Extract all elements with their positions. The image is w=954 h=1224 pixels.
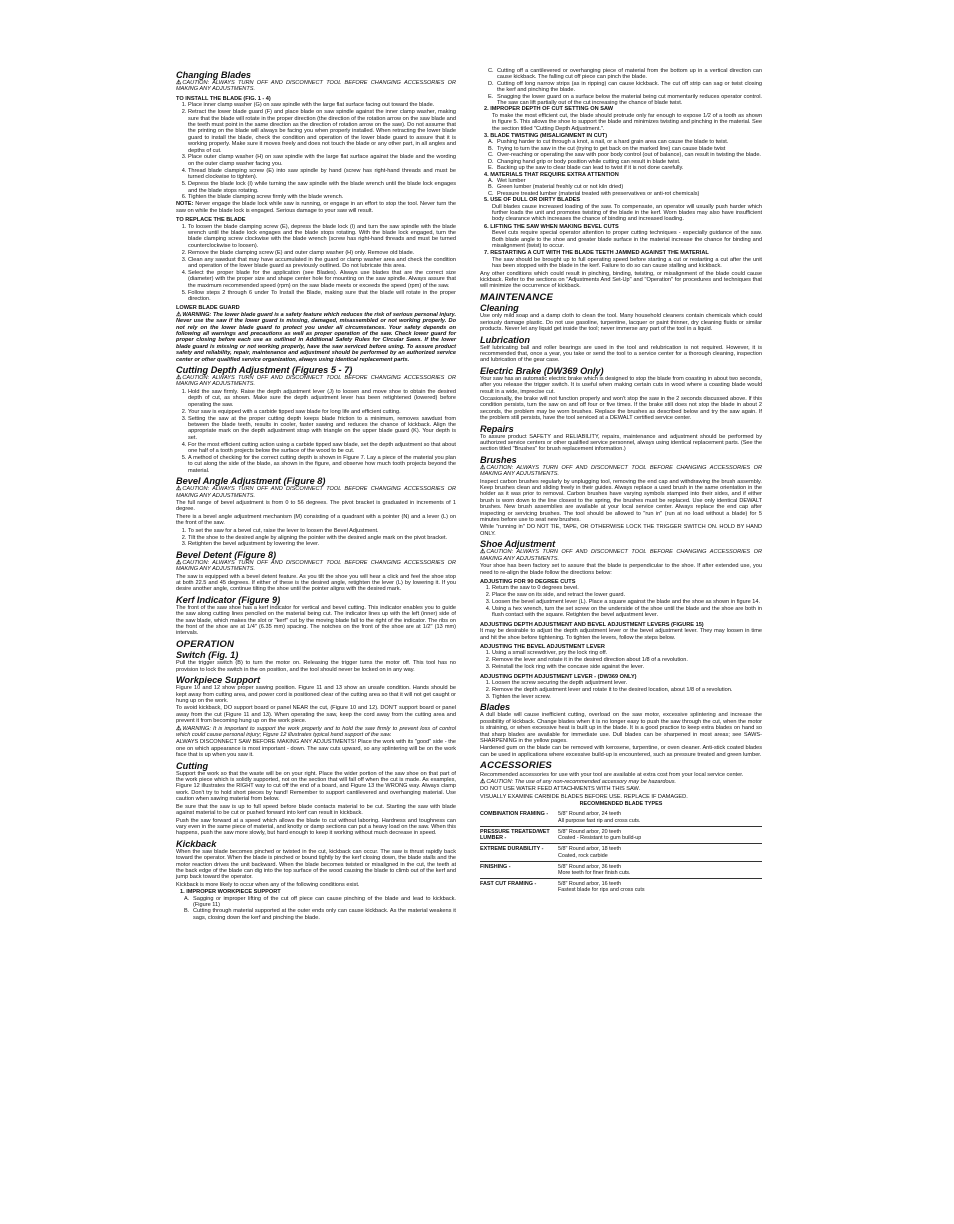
list-text: Snagging the lower guard on a surface below the material being cut momentarily reduces operator control. The saw can lift partially out of the cut increasing the chance of blade twist.: [497, 93, 762, 107]
list-item: 1. To loosen the blade clamping screw (E), depress the blade lock (I) and turn the saw spindle with the blade wrench until the blade lock engages and the blade stops rotating. With the blade lock engaged, turn the blade clamping screw clockwise with the blade wrench (screw has right-hand threads and must be turned counterclockwise to loosen).: [188, 224, 456, 250]
accessories-paragraph: DO NOT USE WATER FEED ATTACHMENTS WITH THIS SAW.: [480, 786, 641, 793]
bevel-lever-subheading: ADJUSTING THE BEVEL ADJUSTMENT LEVER: [480, 644, 605, 651]
install-blade-subheading: TO INSTALL THE BLADE (FIG. 1 - 4): [176, 95, 271, 102]
accessories-paragraph: Recommended accessories for use with your tool are available at extra cost from your local service center.: [480, 771, 744, 778]
caution-text: ⚠CAUTION: ALWAYS TURN OFF AND DISCONNECT TOOL BEFORE CHANGING ACCESSORIES OR MAKING ANY ADJUSTMENTS.: [176, 486, 456, 499]
list-item: 6. Tighten the blade clamping screw firmly with the blade wrench.: [188, 194, 456, 200]
right-column: [480, 68, 762, 896]
blade-desc: Fastest blade for rips and cross cuts: [558, 887, 645, 894]
list-item: 5. A method of checking for the correct cutting depth is shown in Figure 7. Lay a piece of the material you plan to cut along the side of the blade, as shown in the figure, and observe how much tooth projects beyond the material.: [188, 455, 456, 474]
table-row: [480, 826, 762, 843]
levers-paragraph: It may be desirable to adjust the depth adjustment lever or the bevel adjustment lever. They may loosen in time and hit the shoe before tightening. To tighten the levers, follow the steps below.: [480, 628, 762, 641]
blade-type-description: [558, 809, 762, 826]
warning-triangle-icon: ⚠: [176, 559, 182, 566]
list-item: 3. Retighten the bevel adjustment by lowering the lever.: [188, 541, 456, 547]
kickback-condition-heading: 5. USE OF DULL OR DIRTY BLADES: [484, 197, 581, 204]
kerf-paragraph: The front of the saw shoe has a kerf indicator for vertical and bevel cutting. This indicator enables you to guide the saw along cutting lines penciled on the material being cut. The indicator lines up with the left (inner) side of the saw blade, which makes the slot or "kerf" cut by the moving blade fall to the right of the indicator. The ribs on the front of the shoe are at 1/4" (6.35 mm) spacing. The notches on the front of the shoe are at 1/2" (13 mm) intervals.: [176, 604, 456, 637]
depth-lever-subheading: ADJUSTING DEPTH ADJUSTMENT LEVER - (DW369 ONLY): [480, 673, 637, 680]
kickback-condition-heading: 4. MATERIALS THAT REQUIRE EXTRA ATTENTION: [484, 171, 619, 178]
depth-steps-list: [176, 389, 456, 474]
lubrication-paragraph: Self lubricating ball and roller bearings are used in the tool and relubrication is not required. However, it is recommended that, once a year, you take or send the tool to a service center for a thorough cleaning, inspection and lubrication of the gear case.: [480, 344, 762, 364]
shoe-adjustment-heading: Shoe Adjustment: [480, 539, 556, 550]
list-item: [184, 908, 456, 921]
kickback-condition-list: [480, 178, 762, 197]
bevel-angle-paragraph: There is a bevel angle adjustment mechanism (M) consisting of a quadrant with a pointer (N) and a lever (L) on the front of the saw.: [176, 513, 456, 527]
caution-text: ⚠CAUTION: The use of any non-recommended accessory may be hazardous.: [480, 779, 677, 786]
list-marker: C.: [488, 190, 494, 197]
bevel-angle-heading: Bevel Angle Adjustment (Figure 8): [176, 476, 326, 487]
kickback-heading: Kickback: [176, 838, 217, 849]
blades-paragraph: Hardened gum on the blade can be removed with kerosene, turpentine, or oven cleaner. Anti-stick coated blades can be used in applications where excessive build-up is encountered, such as pressure treated and green lumber.: [480, 745, 762, 758]
repairs-heading: Repairs: [480, 423, 514, 434]
kickback-condition-list: [176, 896, 456, 922]
warning-triangle-icon: ⚠: [176, 375, 182, 382]
list-item: 4. Select the proper blade for the application (see Blades). Always use blades that are the correct size (diameter) with the proper size and shape center hole for mounting on the saw spindle. Always assure that the maximum recommended speed (rpm) on the saw blade meets or exceeds the speed (rpm) of the saw.: [188, 270, 456, 289]
list-item: 4. Thread blade clamping screw (E) into saw spindle by hand (screw has right-hand threads and must be turned clockwise to tighten).: [188, 168, 456, 181]
table-title: RECOMMENDED BLADE TYPES: [579, 801, 663, 808]
list-marker: D.: [488, 80, 494, 87]
warning-triangle-icon: ⚠: [480, 779, 486, 786]
blades-heading: Blades: [480, 702, 511, 713]
left-column: [176, 68, 456, 921]
bevel-angle-paragraph: The full range of bevel adjustment is from 0 to 56 degrees. The pivot bracket is graduated in increments of 1 degree.: [176, 499, 456, 513]
list-item: 1. Return the saw to 0 degrees bevel.: [492, 585, 762, 591]
kickback-condition-heading: 3. BLADE TWISTING (MISALIGNMENT IN CUT): [484, 133, 608, 140]
blade-spec: 5/8" Round arbor, 36 teeth: [558, 863, 622, 870]
brushes-paragraph: While "running in" DO NOT TIE, TAPE, OR OTHERWISE LOCK THE TRIGGER SWITCH ON. HOLD BY HAND ONLY.: [480, 524, 762, 537]
replace-steps-list: [176, 224, 456, 303]
lubrication-heading: Lubrication: [480, 334, 531, 345]
kickback-condition-paragraph: To make the most efficient cut, the blade should protrude only far enough to expose 1/2 of a tooth as shown in figure 5. This allows the shoe to support the blade and minimizes twisting and pinching in the material. See the section titled "Cutting Depth Adjustment.".: [492, 112, 762, 132]
list-marker: E.: [488, 165, 494, 172]
kickback-condition-heading: 7. RESTARTING A CUT WITH THE BLADE TEETH JAMMED AGAINST THE MATERIAL: [484, 250, 709, 257]
blade-desc: More teeth for finer finish cuts.: [558, 869, 631, 876]
switch-paragraph: Pull the trigger switch (B) to turn the motor on. Releasing the trigger turns the motor off. This tool has no provision to lock the switch in the on position, and the tool should never be locked on in any way.: [176, 660, 456, 673]
table-row: [480, 879, 762, 896]
warning-triangle-icon: ⚠: [480, 549, 486, 556]
kickback-condition-list: [480, 68, 762, 106]
bevel-steps-list: [176, 528, 456, 548]
list-text: Pressure treated lumber (material treated with preservatives or anti-rot chemicals): [497, 190, 700, 197]
operation-heading: OPERATION: [176, 638, 235, 650]
list-item: 1. Using a small screwdriver, pry the lock ring off.: [492, 650, 762, 656]
list-text: Green lumber (material freshly cut or not kiln dried): [497, 184, 624, 191]
lower-guard-subheading: LOWER BLADE GUARD: [176, 305, 240, 312]
depth-lever-steps-list: [480, 680, 762, 700]
blades-paragraph: A dull blade will cause inefficient cutting, overload on the saw motor, excessive splintering and increase the possibility of kickback. Change blades when it is no longer easy to push the saw through the cut, when the motor is straining, or when excessive heat is built up in the blade. It is a good practice to keep extra blades on hand so that sharp blades are available for immediate use. Dull blades can be sharpened in most areas; see SAWS-SHARPENING in the yellow pages.: [480, 712, 762, 744]
list-marker: E.: [488, 93, 494, 100]
list-item: 3. Place outer clamp washer (H) on saw spindle with the large flat surface against the blade and the wording on the outer clamp washer facing you.: [188, 154, 456, 167]
list-item: 2. Place the saw on its side, and retract the lower guard.: [492, 592, 762, 598]
bevel-detent-heading: Bevel Detent (Figure 8): [176, 549, 277, 560]
workpiece-paragraph: To avoid kickback, DO support board or panel NEAR the cut, (Figure 10 and 12). DON'T support board or panel away from the cut (Figure 11 and 13). When operating the saw, keep the cord away from the cutting area and prevent it from becoming hung up on the work piece.: [176, 705, 456, 725]
brushes-heading: Brushes: [480, 454, 517, 465]
blade-desc: Coated, rock carbide: [558, 852, 608, 859]
brake-paragraph: Your saw has an automatic electric brake which is designed to stop the blade from coasting in about two seconds, after you release the trigger switch. It is useful when making certain cuts in wood where a coasting blade would result in a wide, imprecise cut.: [480, 375, 762, 395]
accessories-paragraph: VISUALLY EXAMINE CARBIDE BLADES BEFORE USE. REPLACE IF DAMAGED.: [480, 793, 688, 800]
blade-type-description: [558, 879, 762, 896]
repairs-paragraph: To assure product SAFETY and RELIABILITY, repairs, maintenance and adjustment should be performed by authorized service centers or other qualified service personnel, always using identical replacement parts. (See the section titled "Brushes" for brush replacement information.): [480, 433, 762, 453]
cutting-heading: Cutting: [176, 760, 209, 771]
blade-type-name: EXTREME DURABILITY -: [480, 844, 558, 861]
kickback-condition-paragraph: Bevel cuts require special operator attention to proper cutting techniques - especially guidance of the saw. Both blade angle to the shoe and greater blade surface in the material increase the chance for binding and misalignment (twist) to occur.: [492, 230, 762, 249]
shoe-paragraph: Your shoe has been factory set to assure that the blade is perpendicular to the shoe. If after extended use, you need to re-align the blade follow the directions below:: [480, 563, 762, 576]
list-item: 2. Tilt the shoe to the desired angle by aligning the pointer with the desired angle mark on the pivot bracket.: [188, 535, 456, 541]
install-steps-list: [176, 102, 456, 201]
list-marker: A.: [488, 139, 494, 146]
list-text: Backing up the saw to clear blade can lead to twist if it is not done carefully.: [497, 165, 684, 172]
list-item: [488, 68, 762, 81]
list-item: [184, 896, 456, 909]
brake-paragraph: Occasionally, the brake will not function properly and won't stop the saw in the 2 seconds discussed above. If this condition persists, turn the saw on and off four or five times. If the brake still does not stop the blade in about 2 seconds, the problem may be worn brushes. Replace the brushes as described below and try the saw again. If the problem still persists, have the tool serviced at a DEWALT certified service center.: [480, 395, 762, 422]
warning-triangle-icon: ⚠: [176, 486, 182, 493]
list-marker: B.: [488, 184, 494, 191]
kickback-condition-heading: 2. IMPROPER DEPTH OF CUT SETTING ON SAW: [484, 106, 613, 113]
lower-guard-warning: ⚠WARNING: The lower blade guard is a safety feature which reduces the risk of serious personal injury. Never use the saw if the lower guard is missing, damaged, misassembled or not working properly. Do not rely on the lower blade guard to protect you under all circumstances. Your safety depends on following all warnings and precautions as well as proper operation of the saw. Check lower guard for proper closing before each use as outlined in Additional Safety Rules for Circular Saws. If the lower blade guard is missing or not working properly, have the saw serviced before using. To assure product safety and reliability, repair, maintenance and adjustment should be performed by an authorized service center or other qualified service organization, always using identical replacement parts.: [176, 311, 456, 363]
note-text: NOTE: Never engage the blade lock while saw is running, or engage in an effort to stop the tool. Never turn the saw on while the blade lock is engaged. Serious damage to your saw will result.: [176, 201, 456, 214]
list-item: 3. Setting the saw at the proper cutting depth keeps blade friction to a minimum, removes sawdust from between the blade teeth, results in cooler, faster sawing and reduces the chance of kickback. Align the appropriate mark on the depth adjustment strap with triangle on the upper blade guard (K). Your depth is set.: [188, 416, 456, 442]
table-row: [480, 809, 762, 826]
warning-triangle-icon: ⚠: [176, 80, 182, 86]
caution-text: ⚠CAUTION: ALWAYS TURN OFF AND DISCONNECT TOOL BEFORE CHANGING ACCESSORIES OR MAKING ANY ADJUSTMENTS.: [176, 559, 456, 573]
list-item: 1. Loosen the screw securing the depth adjustment lever.: [492, 680, 762, 686]
warning-triangle-icon: ⚠: [176, 311, 182, 318]
kickback-condition-heading: 1. IMPROPER WORKPIECE SUPPORT: [180, 889, 281, 896]
blade-type-description: [558, 844, 762, 861]
cutting-paragraph: Push the saw forward at a speed which allows the blade to cut without laboring. Hardness and toughness can vary even in the same piece of material, and knotty or damp sections can put a heavy load on the saw. When this happens, push the saw more slowly, but hard enough to keep it working without much decrease in speed.: [176, 817, 456, 837]
kickback-condition-heading: 6. LIFTING THE SAW WHEN MAKING BEVEL CUTS: [484, 223, 619, 230]
blade-type-description: [558, 826, 762, 843]
list-marker: C.: [488, 152, 494, 159]
caution-text: ⚠CAUTION: ALWAYS TURN OFF AND DISCONNECT TOOL BEFORE CHANGING ACCESSORIES OR MAKING ANY ADJUSTMENTS.: [480, 464, 762, 478]
list-item: 1. To set the saw for a bevel cut, raise the lever to loosen the Bevel Adjustment.: [188, 528, 456, 534]
workpiece-paragraph: Figure 10 and 12 show proper sawing position. Figure 11 and 13 show an unsafe condition. Hands should be kept away from cutting area, and power cord is positioned clear of the cutting area so that it will not get caught or hung up on the work.: [176, 685, 456, 704]
bevel-lever-steps-list: [480, 650, 762, 670]
list-text: Cutting off long narrow strips (as in ripping) can cause kickback. The cut off strip can sag or twist closing the kerf and pinching the blade.: [497, 80, 762, 94]
list-item: 3. Loosen the bevel adjustment lever (L). Place a square against the blade and the shoe as shown in figure 14.: [492, 599, 762, 605]
cutting-paragraph: Be sure that the saw is up to full speed before blade contacts material to be cut. Starting the saw with blade against material to be cut or pushed forward into kerf can result in kickback.: [176, 803, 456, 817]
cleaning-paragraph: Use only mild soap and a damp cloth to clean the tool. Many household cleaners contain chemicals which could seriously damage plastic. Do not use gasoline, turpentine, lacquer or paint thinner, dry cleaning fluids or similar products. Never let any liquid get inside the tool; never immerse any part of the tool in a liquid.: [480, 313, 762, 333]
kickback-paragraph: Kickback is more likely to occur when any of the following conditions exist.: [176, 881, 360, 888]
kerf-indicator-heading: Kerf Indicator (Figure 9): [176, 594, 281, 605]
caution-text: ⚠CAUTION: ALWAYS TURN OFF AND DISCONNECT TOOL BEFORE CHANGING ACCESSORIES OR MAKING ANY ADJUSTMENTS.: [176, 375, 456, 388]
blade-desc: All purpose fast rip and cross cuts.: [558, 817, 641, 824]
list-text: Changing hand grip or body position while cutting can result in blade twist.: [497, 158, 681, 165]
list-marker: A.: [488, 177, 494, 184]
warning-triangle-icon: ⚠: [480, 464, 486, 471]
list-item: 5. Depress the blade lock (I) while turning the saw spindle with the blade wrench until the blade lock engages and the blade stops rotating.: [188, 181, 456, 194]
table-row: [480, 844, 762, 861]
cleaning-heading: Cleaning: [480, 303, 519, 314]
list-item: 3. Clean any sawdust that may have accumulated in the guard or clamp washer area and check the condition and operation of the lower blade guard as previously outlined. Do not lubricate this area.: [188, 257, 456, 270]
levers-subheading: ADJUSTING DEPTH ADJUSTMENT AND BEVEL ADJUSTMENT LEVERS (FIGURE 15): [480, 621, 704, 628]
workpiece-warning: ⚠WARNING: It is important to support the work properly and to hold the saw firmly to prevent loss of control which could cause personal injury; Figure 12 illustrates typical hand support of the saw.: [176, 725, 456, 739]
blade-spec: 5/8" Round arbor, 24 teeth: [558, 811, 622, 818]
list-item: 1. Place inner clamp washer (G) on saw spindle with the large flat surface facing out toward the blade.: [188, 102, 456, 108]
kickback-condition-paragraph: Dull blades cause increased loading of the saw. To compensate, an operator will usually push harder which further loads the unit and promotes twisting of the blade in the kerf. Worn blades may also have insufficient body clearance which increases the chance of binding and increased loading.: [492, 203, 762, 223]
list-item: 5. Follow steps 2 through 6 under To Install the Blade, making sure that the blade will rotate in the proper direction.: [188, 290, 456, 303]
list-text: Cutting through material supported at the outer ends only can cause kickback. As the material weakens it sags, closing down the kerf and pinching the blade.: [193, 908, 456, 921]
blade-type-description: [558, 861, 762, 878]
blade-type-name: FINISHING -: [480, 861, 558, 878]
list-text: Trying to turn the saw in the cut (trying to get back on the marked line) can cause blade twist: [497, 145, 726, 152]
list-marker: B.: [184, 908, 190, 915]
list-text: Wet lumber: [497, 177, 526, 184]
list-item: [488, 165, 762, 171]
electric-brake-heading: Electric Brake (DW369 Only): [480, 365, 604, 376]
list-item: 4. For the most efficient cutting action using a carbide tipped saw blade, set the depth adjustment so that about one half of a tooth projects below the surface of the wood to be cut.: [188, 442, 456, 455]
kickback-condition-paragraph: The saw should be brought up to full operating speed before starting a cut or restarting a cut after the unit has been stopped with the blade in the kerf. Failure to do so can cause stalling and kickback.: [492, 256, 762, 270]
replace-blade-subheading: TO REPLACE THE BLADE: [176, 217, 246, 224]
list-item: [488, 81, 762, 94]
list-marker: C.: [488, 68, 494, 74]
blade-types-table: [480, 801, 762, 895]
workpiece-paragraph: ALWAYS DISCONNECT SAW BEFORE MAKING ANY ADJUSTMENTS! Place the work with its "good" side - the one on which appearance is most important - down. The saw cuts upward, so any splintering will be on the work face that is up when you saw it.: [176, 739, 456, 759]
list-item: [488, 94, 762, 107]
list-item: 4. Using a hex wrench, turn the set screw on the underside of the shoe until the blade and the shoe are both in flush contact with the square. Retighten the bevel adjustment lever.: [492, 606, 762, 619]
list-item: 2. Remove the lever and rotate it in the desired direction about 1/8 of a revolution.: [492, 657, 762, 663]
bevel-detent-paragraph: The saw is equipped with a bevel detent feature. As you tilt the shoe you will hear a click and feel the shoe stop at both 22.5 and 45 degrees. If either of these is the desired angle, retighten the lever (L) by lowering it. If you desire another angle, continue tilting the shoe until the pointer aligns with the desired mark.: [176, 573, 456, 593]
list-text: Cutting off a cantilevered or overhanging piece of material from the bottom up in a vertical direction can cause kickback. The falling cut off piece can pinch the blade.: [497, 68, 762, 81]
list-item: 1. Hold the saw firmly. Raise the depth adjustment lever (J) to loosen and move shoe to obtain the desired depth of cut, as shown. Make sure the depth adjustment lever has been retightened (lowered) before operating the saw.: [188, 389, 456, 408]
blade-spec: 5/8" Round arbor, 16 teeth: [558, 881, 622, 888]
list-marker: B.: [488, 145, 494, 152]
workpiece-support-heading: Workpiece Support: [176, 675, 261, 686]
warning-triangle-icon: ⚠: [176, 725, 182, 732]
blade-desc: Coated - Resistant to gum build-up: [558, 835, 642, 842]
maintenance-heading: MAINTENANCE: [480, 291, 554, 303]
cutting-depth-heading: Cutting Depth Adjustment (Figures 5 - 7): [176, 365, 353, 376]
blade-type-name: COMBINATION FRAMING -: [480, 811, 549, 818]
list-item: 2. Remove the depth adjustment lever and rotate it to the desired location, about 1/8 of a revolution.: [492, 687, 762, 693]
blade-spec: 5/8" Round arbor, 20 teeth: [558, 828, 622, 835]
caution-text: ⚠CAUTION: ALWAYS TURN OFF AND DISCONNECT TOOL BEFORE CHANGING ACCESSORIES OR MAKING ANY ADJUSTMENTS.: [480, 549, 762, 562]
changing-blades-heading: Changing Blades: [176, 70, 252, 80]
list-item: 3. Reinstall the lock ring with the concave side against the lever.: [492, 664, 762, 670]
list-marker: D.: [488, 158, 494, 165]
switch-heading: Switch (Fig. 1): [176, 650, 239, 661]
list-item: 2. Remove the blade clamping screw (E) and outer clamp washer (H) only. Remove old blade.: [188, 250, 456, 256]
kickback-closing-paragraph: Any other conditions which could result in pinching, binding, twisting, or misalignment of the blade could cause kickback. Refer to the sections on "Adjustments And Set-Up" and "Operation" for procedures and techniques that will minimize the occurrence of kickback.: [480, 270, 762, 290]
caution-text: ⚠CAUTION: ALWAYS TURN OFF AND DISCONNECT TOOL BEFORE CHANGING ACCESSORIES OR MAKING ANY ADJUSTMENTS.: [176, 80, 456, 93]
adjust-90-subheading: ADJUSTING FOR 90 DEGREE CUTS: [480, 578, 576, 585]
list-text: Sagging or improper lifting of the cut off piece can cause pinching of the blade and lead to kickback. (Figure 11): [193, 895, 456, 908]
list-item: 2. Retract the lower blade guard (F) and place blade on saw spindle against the inner clamp washer, making sure that the blade will rotate in the proper direction (the direction of the rotation arrow on the saw blade and the teeth must point in the same direction as the direction of rotation arrow on the saw). Do not assume that the printing on the blade will always be facing you when properly installed. When retracting the lower blade guard to install the blade, check the condition and operation of the lower blade guard to assure that it is working properly. Make sure it moves freely and does not touch the blade or any other part, in all angles and depths of cut.: [188, 109, 456, 154]
table-row: [480, 861, 762, 878]
cutting-paragraph: Support the work so that the waste will be on your right. Place the wider portion of the saw shoe on that part of the work piece which is solidly supported, not on the section that will fall off when the cut is made. As examples, Figure 12 illustrates the RIGHT way to cut off the end of a board, and Figure 13 the WRONG way. Always clamp work. Don't try to hold short pieces by hand! Remember to support cantilevered and overhanging material. Use caution when sawing material from below.: [176, 770, 456, 803]
blade-type-name: PRESSURE TREATED/WET LUMBER -: [480, 826, 558, 843]
accessories-heading: ACCESSORIES: [480, 760, 553, 772]
brushes-paragraph: Inspect carbon brushes regularly by unplugging tool, removing the end cap and withdrawing the brush assembly. Keep brushes clean and sliding freely in their guides. Always replace a used brush in the same orientation in the holder as it was prior to removal. Carbon brushes have varying symbols stamped into their sides, and if either brush is worn down to the line closest to the spring, the brushes must be replaced. Use only identical DEWALT brushes. New brush assemblies are available at your local service center. Always replace the end cap after inspecting or servicing brushes. The tool should be allowed to "run in" (run at no load without a blade) for 5 minutes before use to seat new brushes.: [480, 478, 762, 524]
adjust-90-steps-list: [480, 585, 762, 619]
kickback-condition-list: [480, 139, 762, 171]
list-item: 2. Your saw is equipped with a carbide tipped saw blade for long life and efficient cutting.: [188, 409, 456, 415]
kickback-paragraph: When the saw blade becomes pinched or twisted in the cut, kickback can occur. The saw is thrust rapidly back toward the operator. When the blade is pinched or bound tightly by the kerf closing down, the blade stalls and the motor reaction drives the unit backward. When the blade becomes twisted or misaligned in the cut, the teeth at the back edge of the blade can dig into the top surface of the wood causing the blade to climb out of the kerf and jump back toward the operator.: [176, 848, 456, 881]
blade-type-name: FAST CUT FRAMING -: [480, 879, 558, 896]
list-text: Over-reaching or operating the saw with poor body control (out of balance), can result in twisting the blade.: [497, 152, 761, 159]
blade-spec: 5/8" Round arbor, 18 teeth: [558, 846, 622, 853]
list-text: Pushing harder to cut through a knot, a nail, or a hard grain area can cause the blade to twist.: [497, 139, 729, 146]
list-marker: A.: [184, 895, 190, 902]
list-item: 3. Tighten the lever screw.: [492, 694, 762, 700]
